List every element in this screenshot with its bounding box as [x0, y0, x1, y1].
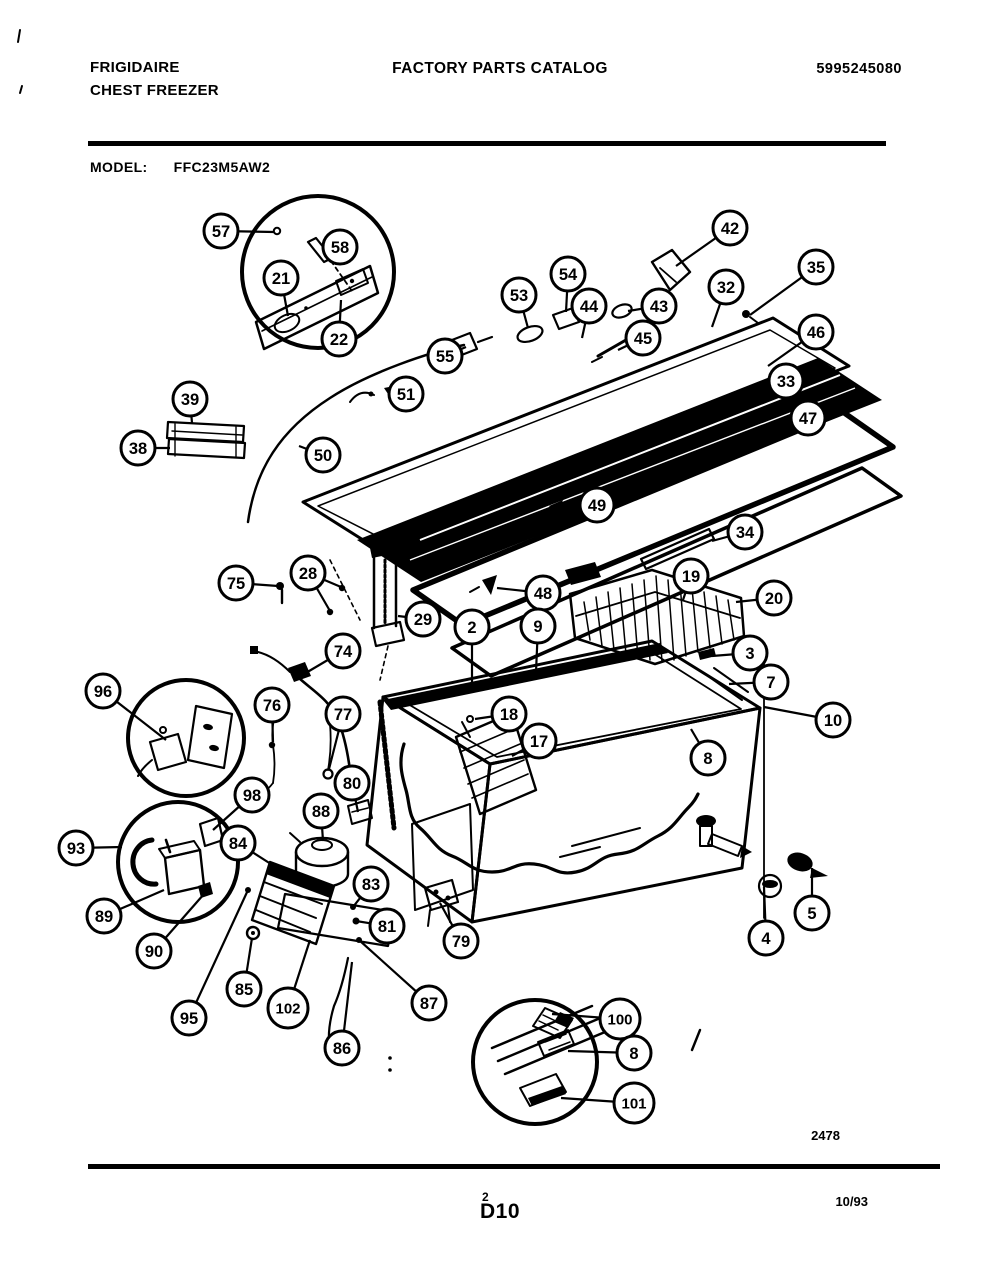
callout-label: 88: [311, 802, 331, 821]
page-number: 2: [482, 1190, 489, 1204]
callout-label: 20: [764, 589, 784, 608]
callout-label: 34: [735, 523, 755, 542]
callout-label: 49: [587, 496, 607, 515]
callout-label: 46: [806, 323, 826, 342]
callout-93: [59, 831, 122, 865]
callout-label: 84: [228, 834, 248, 853]
callout-label: 95: [179, 1009, 199, 1028]
callout-label: 85: [234, 980, 254, 999]
callout-84: [221, 826, 274, 866]
callout-label: 18: [499, 705, 519, 724]
callout-label: 8: [629, 1044, 639, 1063]
callout-label: 22: [329, 330, 349, 349]
callout-20: [736, 581, 791, 615]
callout-86: [325, 962, 359, 1065]
model-label: MODEL:: [90, 159, 148, 175]
callout-label: 53: [509, 286, 529, 305]
callout-label: 8: [703, 749, 713, 768]
callout-85: [227, 938, 261, 1006]
callout-label: 21: [271, 269, 291, 288]
callout-50: [299, 438, 340, 472]
callout-label: 93: [66, 839, 86, 858]
callout-label: 90: [144, 942, 164, 961]
callout-81: [356, 909, 404, 943]
callout-label: 54: [558, 265, 578, 284]
callout-42: [676, 211, 747, 266]
callout-89: [87, 890, 164, 933]
callout-102: [268, 940, 310, 1028]
callout-label: 19: [681, 567, 701, 586]
callout-label: 55: [435, 347, 455, 366]
callout-101: [561, 1083, 654, 1123]
callout-label: 2: [467, 618, 477, 637]
callout-label: 28: [298, 564, 318, 583]
callout-label: 87: [419, 994, 439, 1013]
callout-75: [219, 566, 278, 600]
callout-label: 43: [649, 297, 669, 316]
callout-76: [255, 688, 289, 742]
page-code: D10: [479, 1200, 521, 1223]
date-code: 10/93: [835, 1194, 868, 1209]
callout-label: 38: [128, 439, 148, 458]
condenser-coil: [252, 862, 334, 944]
callout-label: 86: [332, 1039, 352, 1058]
callout-label: 39: [180, 390, 200, 409]
callout-87: [359, 940, 446, 1020]
callout-43: [628, 289, 676, 323]
callout-8: [691, 729, 725, 775]
callout-label: 77: [333, 705, 353, 724]
callout-label: 80: [342, 774, 362, 793]
callout-label: 89: [94, 907, 114, 926]
callout-label: 3: [745, 644, 755, 663]
callout-90: [137, 894, 204, 968]
callout-label: 29: [413, 610, 433, 629]
detail-circle-thermostat: [118, 802, 238, 922]
callout-88: [304, 794, 338, 841]
callout-label: 74: [333, 642, 353, 661]
callout-21: [264, 261, 298, 316]
callout-96: [86, 674, 166, 740]
callout-label: 4: [761, 929, 771, 948]
callout-label: 51: [396, 385, 416, 404]
callout-label: 17: [529, 732, 549, 751]
callout-22: [322, 300, 356, 356]
callout-label: 58: [330, 238, 350, 257]
callout-label: 101: [621, 1095, 647, 1113]
callout-45: [618, 321, 660, 355]
callout-74: [299, 634, 360, 677]
callout-32: [709, 270, 743, 327]
callout-label: 75: [226, 574, 246, 593]
callout-38: [121, 431, 170, 465]
callout-label: 10: [823, 711, 843, 730]
callout-label: 33: [776, 372, 796, 391]
callout-label: 32: [716, 278, 736, 297]
callout-53: [502, 278, 536, 328]
callout-55: [428, 339, 466, 373]
callout-label: 42: [720, 219, 740, 238]
callout-label: 44: [579, 297, 599, 316]
bottom-rule: [88, 1164, 940, 1169]
callout-3: [712, 636, 767, 670]
callout-label: 35: [806, 258, 826, 277]
detail-circle-hinge-plates: [473, 1000, 605, 1124]
callout-label: 7: [766, 673, 776, 692]
drain-assembly: [696, 815, 828, 897]
callout-10: [764, 703, 850, 737]
brand-line2: CHEST FREEZER: [90, 82, 219, 99]
callout-label: 79: [451, 932, 471, 951]
callout-58: [323, 230, 357, 264]
control-grille: [167, 422, 245, 458]
doc-number: 5995245080: [816, 61, 902, 77]
callout-label: 9: [533, 617, 543, 636]
callout-label: 96: [93, 682, 113, 701]
callout-label: 98: [242, 786, 262, 805]
callout-label: 45: [633, 329, 653, 348]
callout-35: [750, 250, 833, 315]
callout-label: 76: [262, 696, 282, 715]
callout-label: 102: [275, 1000, 301, 1018]
callout-51: [388, 377, 423, 411]
model-value: FFC23M5AW2: [173, 159, 271, 175]
callout-39: [173, 382, 207, 423]
callout-label: 57: [211, 222, 231, 241]
callout-label: 47: [798, 409, 818, 428]
callout-label: 83: [361, 875, 381, 894]
callout-label: 81: [377, 917, 397, 936]
callout-label: 5: [807, 904, 817, 923]
callout-5: [795, 868, 829, 930]
compressor-mount-bracket: [425, 880, 458, 926]
callout-83: [353, 867, 388, 907]
callout-44: [572, 289, 606, 338]
callout-label: 48: [533, 584, 553, 603]
page-title: FACTORY PARTS CATALOG: [392, 60, 608, 77]
brand-line1: FRIGIDAIRE: [90, 59, 180, 76]
callout-label: 50: [313, 446, 333, 465]
callout-balloons: [59, 211, 850, 1123]
callout-label: 100: [607, 1011, 633, 1029]
callout-28: [291, 556, 341, 611]
detail-circle-power-plug: [128, 680, 244, 796]
figure-number: 2478: [811, 1128, 840, 1143]
callout-29: [398, 602, 440, 636]
